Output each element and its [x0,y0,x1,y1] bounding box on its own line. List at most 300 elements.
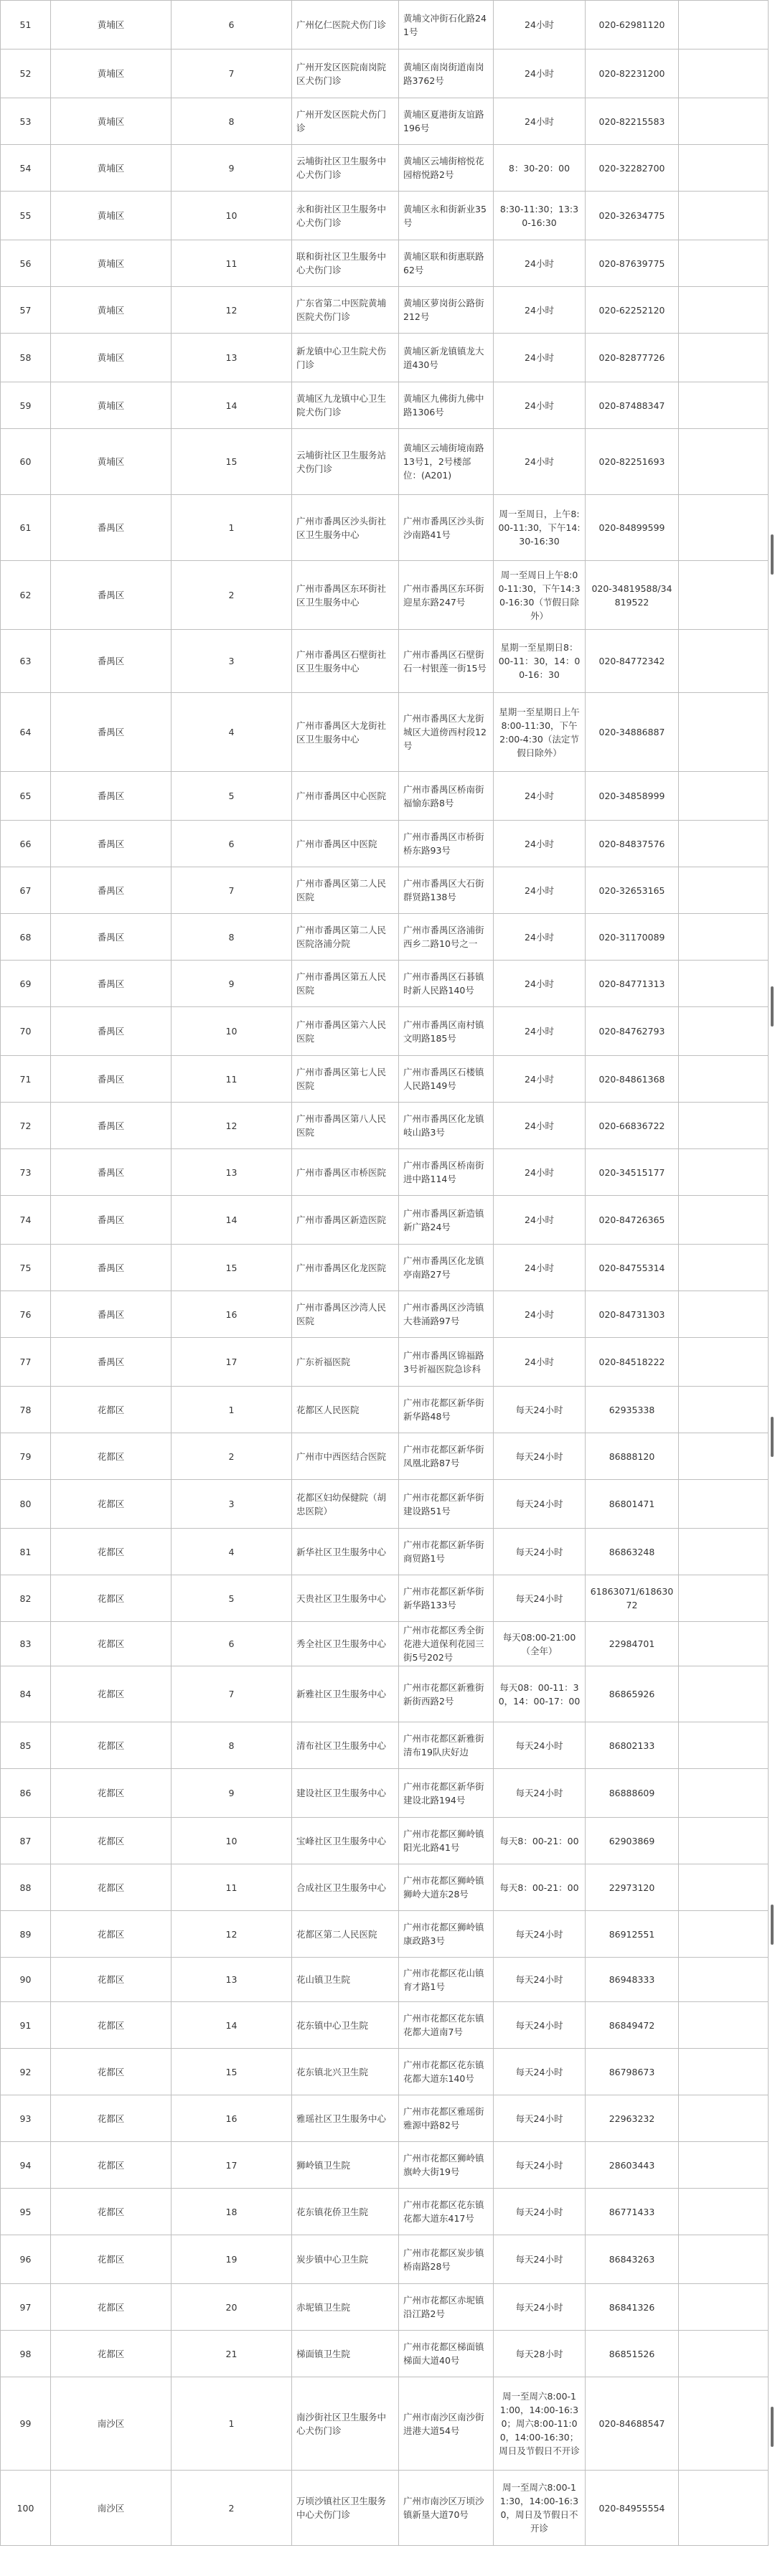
cell-hours: 24小时 [494,334,586,382]
cell-clinic-name: 永和街社区卫生服务中心犬伤门诊 [292,192,399,240]
cell-index: 13 [172,1149,292,1196]
cell-district: 花都区 [51,1666,172,1722]
cell-district: 花都区 [51,1622,172,1666]
cell-address: 广州市花都区新华街商贸路1号 [399,1529,494,1575]
cell-clinic-name: 炭步镇中心卫生院 [292,2235,399,2284]
cell-index: 8 [172,98,292,145]
table-row [1,287,769,334]
cell-district: 花都区 [51,1864,172,1911]
cell-district: 番禺区 [51,1149,172,1196]
cell-phone: 86948333 [586,1958,679,2002]
cell-clinic-name: 广州市番禺区中心医院 [292,772,399,821]
cell-number: 66 [1,821,51,867]
cell-number: 72 [1,1103,51,1149]
cell-number: 81 [1,1529,51,1575]
cell-empty [679,2002,769,2049]
table-row [1,1196,769,1245]
cell-index: 7 [172,49,292,98]
table-row [1,1722,769,1769]
cell-address: 广州市番禺区大石街群贤路138号 [399,867,494,914]
cell-district: 花都区 [51,2235,172,2284]
cell-phone: 86912551 [586,1911,679,1958]
cell-address: 黄埔区九佛街九佛中路1306号 [399,382,494,429]
cell-address: 广州市花都区狮岭镇康政路3号 [399,1911,494,1958]
cell-phone: 020-82877726 [586,334,679,382]
cell-district: 花都区 [51,1722,172,1769]
cell-phone: 020-32282700 [586,145,679,192]
cell-hours: 24小时 [494,914,586,961]
cell-index: 1 [172,495,292,561]
cell-address: 广州市花都区花东镇花都大道南7号 [399,2002,494,2049]
cell-address: 广州市花都区新雅街清布19队庆好边 [399,1722,494,1769]
cell-clinic-name: 黄埔区九龙镇中心卫生院犬伤门诊 [292,382,399,429]
cell-number: 61 [1,495,51,561]
cell-number: 84 [1,1666,51,1722]
cell-address: 广州市番禺区东环街迎星东路247号 [399,561,494,630]
cell-index: 7 [172,867,292,914]
cell-hours: 24小时 [494,772,586,821]
table-row [1,693,769,772]
cell-district: 花都区 [51,2095,172,2142]
cell-hours: 每天24小时 [494,1480,586,1529]
cell-index: 11 [172,1864,292,1911]
cell-hours: 每天24小时 [494,1958,586,2002]
cell-index: 10 [172,1818,292,1864]
table-row [1,1575,769,1622]
cell-hours: 每天24小时 [494,1769,586,1818]
cell-empty [679,1149,769,1196]
cell-number: 76 [1,1291,51,1338]
cell-phone: 020-84518222 [586,1338,679,1387]
cell-phone: 020-34858999 [586,772,679,821]
table-row [1,1056,769,1103]
cell-district: 番禺区 [51,961,172,1007]
cell-hours: 每天24小时 [494,2095,586,2142]
cell-district: 番禺区 [51,630,172,693]
cell-index: 2 [172,561,292,630]
cell-phone: 020-84731303 [586,1291,679,1338]
cell-district: 花都区 [51,1480,172,1529]
cell-number: 100 [1,2471,51,2546]
cell-district: 花都区 [51,1958,172,2002]
cell-district: 番禺区 [51,495,172,561]
cell-empty [679,914,769,961]
cell-hours: 24小时 [494,1291,586,1338]
cell-hours: 每天24小时 [494,1575,586,1622]
cell-district: 番禺区 [51,821,172,867]
cell-index: 11 [172,240,292,287]
cell-empty [679,1480,769,1529]
cell-empty [679,2471,769,2546]
cell-clinic-name: 合成社区卫生服务中心 [292,1864,399,1911]
cell-clinic-name: 清布社区卫生服务中心 [292,1722,399,1769]
cell-address: 黄埔区夏港街友谊路196号 [399,98,494,145]
cell-district: 番禺区 [51,1007,172,1056]
cell-empty [679,495,769,561]
cell-index: 19 [172,2235,292,2284]
cell-phone: 86888120 [586,1433,679,1480]
clinic-table-body [1,1,769,2546]
cell-address: 广州市花都区梯面镇梯面大道40号 [399,2331,494,2377]
cell-number: 88 [1,1864,51,1911]
cell-address: 黄埔区新龙镇镇龙大道430号 [399,334,494,382]
cell-address: 广州市番禺区石碁镇时新人民路140号 [399,961,494,1007]
cell-address: 广州市花都区花东镇花都大道东417号 [399,2189,494,2235]
cell-address: 广州市花都区赤坭镇沿江路2号 [399,2284,494,2331]
cell-index: 13 [172,334,292,382]
cell-address: 黄埔区联和街惠联路62号 [399,240,494,287]
cell-clinic-name: 新华社区卫生服务中心 [292,1529,399,1575]
cell-empty [679,1818,769,1864]
cell-address: 广州市花都区新华街建设路51号 [399,1480,494,1529]
cell-hours: 24小时 [494,1,586,49]
cell-hours: 24小时 [494,1056,586,1103]
cell-index: 12 [172,287,292,334]
cell-clinic-name: 联和街社区卫生服务中心犬伤门诊 [292,240,399,287]
cell-empty [679,1529,769,1575]
cell-hours: 24小时 [494,1103,586,1149]
cell-clinic-name: 新雅社区卫生服务中心 [292,1666,399,1722]
cell-empty [679,1622,769,1666]
cell-district: 花都区 [51,2049,172,2095]
cell-hours: 周一至周日上午8:00-11:30，下午14:30-16:30（节假日除外） [494,561,586,630]
cell-district: 黄埔区 [51,1,172,49]
cell-empty [679,2049,769,2095]
cell-clinic-name: 花都区第二人民医院 [292,1911,399,1958]
table-row [1,1338,769,1387]
table-row [1,1529,769,1575]
cell-hours: 24小时 [494,1245,586,1291]
cell-number: 94 [1,2142,51,2189]
cell-phone: 020-84955554 [586,2471,679,2546]
cell-index: 5 [172,772,292,821]
cell-phone: 020-84771313 [586,961,679,1007]
cell-phone: 020-87488347 [586,382,679,429]
table-row [1,1480,769,1529]
cell-phone: 020-84772342 [586,630,679,693]
cell-number: 79 [1,1433,51,1480]
cell-district: 黄埔区 [51,192,172,240]
table-row [1,1103,769,1149]
cell-index: 2 [172,1433,292,1480]
cell-phone: 86888609 [586,1769,679,1818]
cell-empty [679,1722,769,1769]
cell-district: 番禺区 [51,914,172,961]
table-row [1,772,769,821]
cell-index: 3 [172,630,292,693]
cell-phone: 020-84861368 [586,1056,679,1103]
cell-number: 93 [1,2095,51,2142]
cell-hours: 每天24小时 [494,1722,586,1769]
table-row [1,1769,769,1818]
cell-hours: 24小时 [494,1196,586,1245]
cell-clinic-name: 广州开发区医院犬伤门诊 [292,98,399,145]
cell-district: 番禺区 [51,1245,172,1291]
cell-phone: 020-62981120 [586,1,679,49]
cell-number: 77 [1,1338,51,1387]
table-row [1,49,769,98]
table-row [1,145,769,192]
cell-empty [679,867,769,914]
table-row [1,2235,769,2284]
cell-index: 15 [172,429,292,495]
cell-district: 番禺区 [51,561,172,630]
cell-address: 黄埔区萝岗街公路街212号 [399,287,494,334]
cell-clinic-name: 花都区妇幼保健院（胡忠医院） [292,1480,399,1529]
table-row [1,2189,769,2235]
cell-address: 黄埔区云埔街境南路13号1，2号楼部位：(A201) [399,429,494,495]
scroll-indicator[interactable] [771,534,774,575]
scroll-indicator[interactable] [771,1905,774,1945]
cell-hours: 每天24小时 [494,1529,586,1575]
cell-empty [679,1245,769,1291]
table-row [1,2049,769,2095]
cell-district: 番禺区 [51,693,172,772]
table-row [1,1387,769,1433]
cell-address: 广州市番禺区化龙镇岐山路3号 [399,1103,494,1149]
cell-clinic-name: 广州市番禺区新造医院 [292,1196,399,1245]
cell-empty [679,429,769,495]
cell-district: 花都区 [51,1387,172,1433]
cell-empty [679,630,769,693]
cell-number: 74 [1,1196,51,1245]
cell-address: 黄埔区云埔街榕悦花园榕悦路2号 [399,145,494,192]
cell-district: 番禺区 [51,867,172,914]
cell-hours: 每天24小时 [494,2189,586,2235]
cell-number: 73 [1,1149,51,1196]
cell-clinic-name: 梯面镇卫生院 [292,2331,399,2377]
table-row [1,1291,769,1338]
cell-empty [679,334,769,382]
cell-clinic-name: 建设社区卫生服务中心 [292,1769,399,1818]
cell-phone: 86841326 [586,2284,679,2331]
cell-address: 广州市花都区新华街凤凰北路87号 [399,1433,494,1480]
cell-phone: 22984701 [586,1622,679,1666]
cell-address: 广州市花都区雅瑶街雅源中路82号 [399,2095,494,2142]
table-row [1,821,769,867]
cell-phone: 020-31170089 [586,914,679,961]
cell-clinic-name: 万顷沙镇社区卫生服务中心犬伤门诊 [292,2471,399,2546]
cell-district: 花都区 [51,2142,172,2189]
cell-empty [679,145,769,192]
cell-number: 58 [1,334,51,382]
cell-district: 花都区 [51,1769,172,1818]
cell-phone: 020-62252120 [586,287,679,334]
table-row [1,1433,769,1480]
table-row [1,561,769,630]
cell-empty [679,693,769,772]
cell-index: 12 [172,1103,292,1149]
cell-empty [679,1103,769,1149]
cell-phone: 86802133 [586,1722,679,1769]
cell-address: 广州市花都区花东镇花都大道东140号 [399,2049,494,2095]
cell-phone: 020-84755314 [586,1245,679,1291]
cell-phone: 020-84762793 [586,1007,679,1056]
cell-phone: 62935338 [586,1387,679,1433]
cell-hours: 24小时 [494,382,586,429]
cell-empty [679,1387,769,1433]
cell-phone: 020-34819588/34819522 [586,561,679,630]
cell-hours: 24小时 [494,867,586,914]
cell-phone: 020-82215583 [586,98,679,145]
cell-address: 广州市花都区新华街新华路48号 [399,1387,494,1433]
cell-address: 广州市番禺区大龙街城区大道傍西村段12号 [399,693,494,772]
cell-clinic-name: 广州市番禺区第六人民医院 [292,1007,399,1056]
cell-district: 黄埔区 [51,429,172,495]
cell-clinic-name: 花山镇卫生院 [292,1958,399,2002]
cell-index: 9 [172,961,292,1007]
cell-address: 广州市番禺区石楼镇人民路149号 [399,1056,494,1103]
cell-hours: 每天24小时 [494,2002,586,2049]
cell-number: 97 [1,2284,51,2331]
table-row [1,1,769,49]
cell-index: 6 [172,821,292,867]
cell-clinic-name: 宝峰社区卫生服务中心 [292,1818,399,1864]
scroll-indicator[interactable] [771,986,774,1027]
cell-district: 花都区 [51,2002,172,2049]
cell-index: 18 [172,2189,292,2235]
table-row [1,2377,769,2471]
cell-index: 14 [172,382,292,429]
cell-clinic-name: 广州市番禺区沙头街社区卫生服务中心 [292,495,399,561]
cell-address: 广州市南沙区南沙街进港大道54号 [399,2377,494,2471]
cell-clinic-name: 广东祈福医院 [292,1338,399,1387]
table-row [1,192,769,240]
cell-phone: 020-66836722 [586,1103,679,1149]
cell-hours: 周一至周日，上午8:00-11:30，下午14:30-16:30 [494,495,586,561]
cell-address: 广州市花都区狮岭镇狮岭大道东28号 [399,1864,494,1911]
cell-phone: 86843263 [586,2235,679,2284]
scroll-indicator[interactable] [771,1417,774,1457]
table-row [1,630,769,693]
cell-address: 广州市番禺区沙湾镇大巷涌路97号 [399,1291,494,1338]
cell-clinic-name: 广州亿仁医院犬伤门诊 [292,1,399,49]
cell-hours: 24小时 [494,49,586,98]
cell-address: 广州市花都区狮岭镇旗岭大街19号 [399,2142,494,2189]
cell-empty [679,1575,769,1622]
cell-number: 82 [1,1575,51,1622]
cell-empty [679,821,769,867]
cell-hours: 每天08：00-11：30，14：00-17：00 [494,1666,586,1722]
cell-number: 57 [1,287,51,334]
cell-empty [679,1864,769,1911]
scroll-indicator[interactable] [771,2407,774,2447]
cell-district: 花都区 [51,2189,172,2235]
cell-phone: 020-82231200 [586,49,679,98]
cell-address: 广州市番禺区桥南街进中路114号 [399,1149,494,1196]
cell-phone: 61863071/61863072 [586,1575,679,1622]
cell-number: 60 [1,429,51,495]
cell-district: 花都区 [51,1433,172,1480]
cell-clinic-name: 云埔街社区卫生服务站犬伤门诊 [292,429,399,495]
cell-empty [679,98,769,145]
cell-clinic-name: 广州市番禺区市桥医院 [292,1149,399,1196]
cell-address: 广州市番禺区沙头街沙南路41号 [399,495,494,561]
cell-phone: 020-84726365 [586,1196,679,1245]
cell-address: 广州市番禺区洛浦街西乡二路10号之一 [399,914,494,961]
cell-clinic-name: 新龙镇中心卫生院犬伤门诊 [292,334,399,382]
table-row [1,495,769,561]
cell-empty [679,2142,769,2189]
cell-hours: 每天24小时 [494,1911,586,1958]
cell-clinic-name: 天贵社区卫生服务中心 [292,1575,399,1622]
cell-district: 花都区 [51,1529,172,1575]
cell-empty [679,1291,769,1338]
cell-index: 2 [172,2471,292,2546]
cell-empty [679,1958,769,2002]
cell-index: 15 [172,1245,292,1291]
cell-clinic-name: 广州市番禺区第七人民医院 [292,1056,399,1103]
cell-hours: 星期一至星期日上午8:00-11:30，下午2:00-4:30（法定节假日除外） [494,693,586,772]
cell-hours: 24小时 [494,821,586,867]
cell-hours: 每天24小时 [494,2049,586,2095]
cell-address: 广州市番禺区南村镇文明路185号 [399,1007,494,1056]
cell-clinic-name: 广州市番禺区第八人民医院 [292,1103,399,1149]
cell-number: 62 [1,561,51,630]
cell-clinic-name: 广州开发区医院南岗院区犬伤门诊 [292,49,399,98]
cell-phone: 020-82251693 [586,429,679,495]
cell-number: 89 [1,1911,51,1958]
cell-clinic-name: 广州市番禺区化龙医院 [292,1245,399,1291]
cell-hours: 24小时 [494,429,586,495]
cell-empty [679,2284,769,2331]
cell-empty [679,1769,769,1818]
cell-district: 花都区 [51,2284,172,2331]
cell-clinic-name: 花东镇北兴卫生院 [292,2049,399,2095]
cell-empty [679,382,769,429]
cell-district: 番禺区 [51,772,172,821]
cell-phone: 020-84688547 [586,2377,679,2471]
table-row [1,382,769,429]
cell-clinic-name: 广州市番禺区中医院 [292,821,399,867]
cell-empty [679,287,769,334]
cell-index: 21 [172,2331,292,2377]
cell-address: 广州市番禺区化龙镇亭南路27号 [399,1245,494,1291]
table-row [1,2331,769,2377]
cell-empty [679,1433,769,1480]
cell-clinic-name: 广东省第二中医院黄埔医院犬伤门诊 [292,287,399,334]
cell-hours: 星期一至星期日8：00-11：30，14：00-16：30 [494,630,586,693]
cell-district: 番禺区 [51,1291,172,1338]
cell-hours: 24小时 [494,961,586,1007]
cell-hours: 每天24小时 [494,1387,586,1433]
cell-clinic-name: 花东镇花侨卫生院 [292,2189,399,2235]
cell-index: 10 [172,192,292,240]
cell-index: 14 [172,2002,292,2049]
cell-index: 11 [172,1056,292,1103]
table-row [1,2284,769,2331]
cell-hours: 24小时 [494,1007,586,1056]
table-row [1,2095,769,2142]
cell-hours: 24小时 [494,1149,586,1196]
cell-phone: 86865926 [586,1666,679,1722]
cell-district: 黄埔区 [51,334,172,382]
table-row [1,1007,769,1056]
cell-number: 85 [1,1722,51,1769]
table-row [1,2471,769,2546]
cell-number: 70 [1,1007,51,1056]
cell-hours: 8:30-11:30；13:30-16:30 [494,192,586,240]
cell-phone: 86801471 [586,1480,679,1529]
cell-clinic-name: 云埔街社区卫生服务中心犬伤门诊 [292,145,399,192]
cell-number: 95 [1,2189,51,2235]
cell-empty [679,2377,769,2471]
cell-index: 14 [172,1196,292,1245]
cell-number: 59 [1,382,51,429]
table-row [1,914,769,961]
cell-empty [679,1196,769,1245]
table-row [1,429,769,495]
